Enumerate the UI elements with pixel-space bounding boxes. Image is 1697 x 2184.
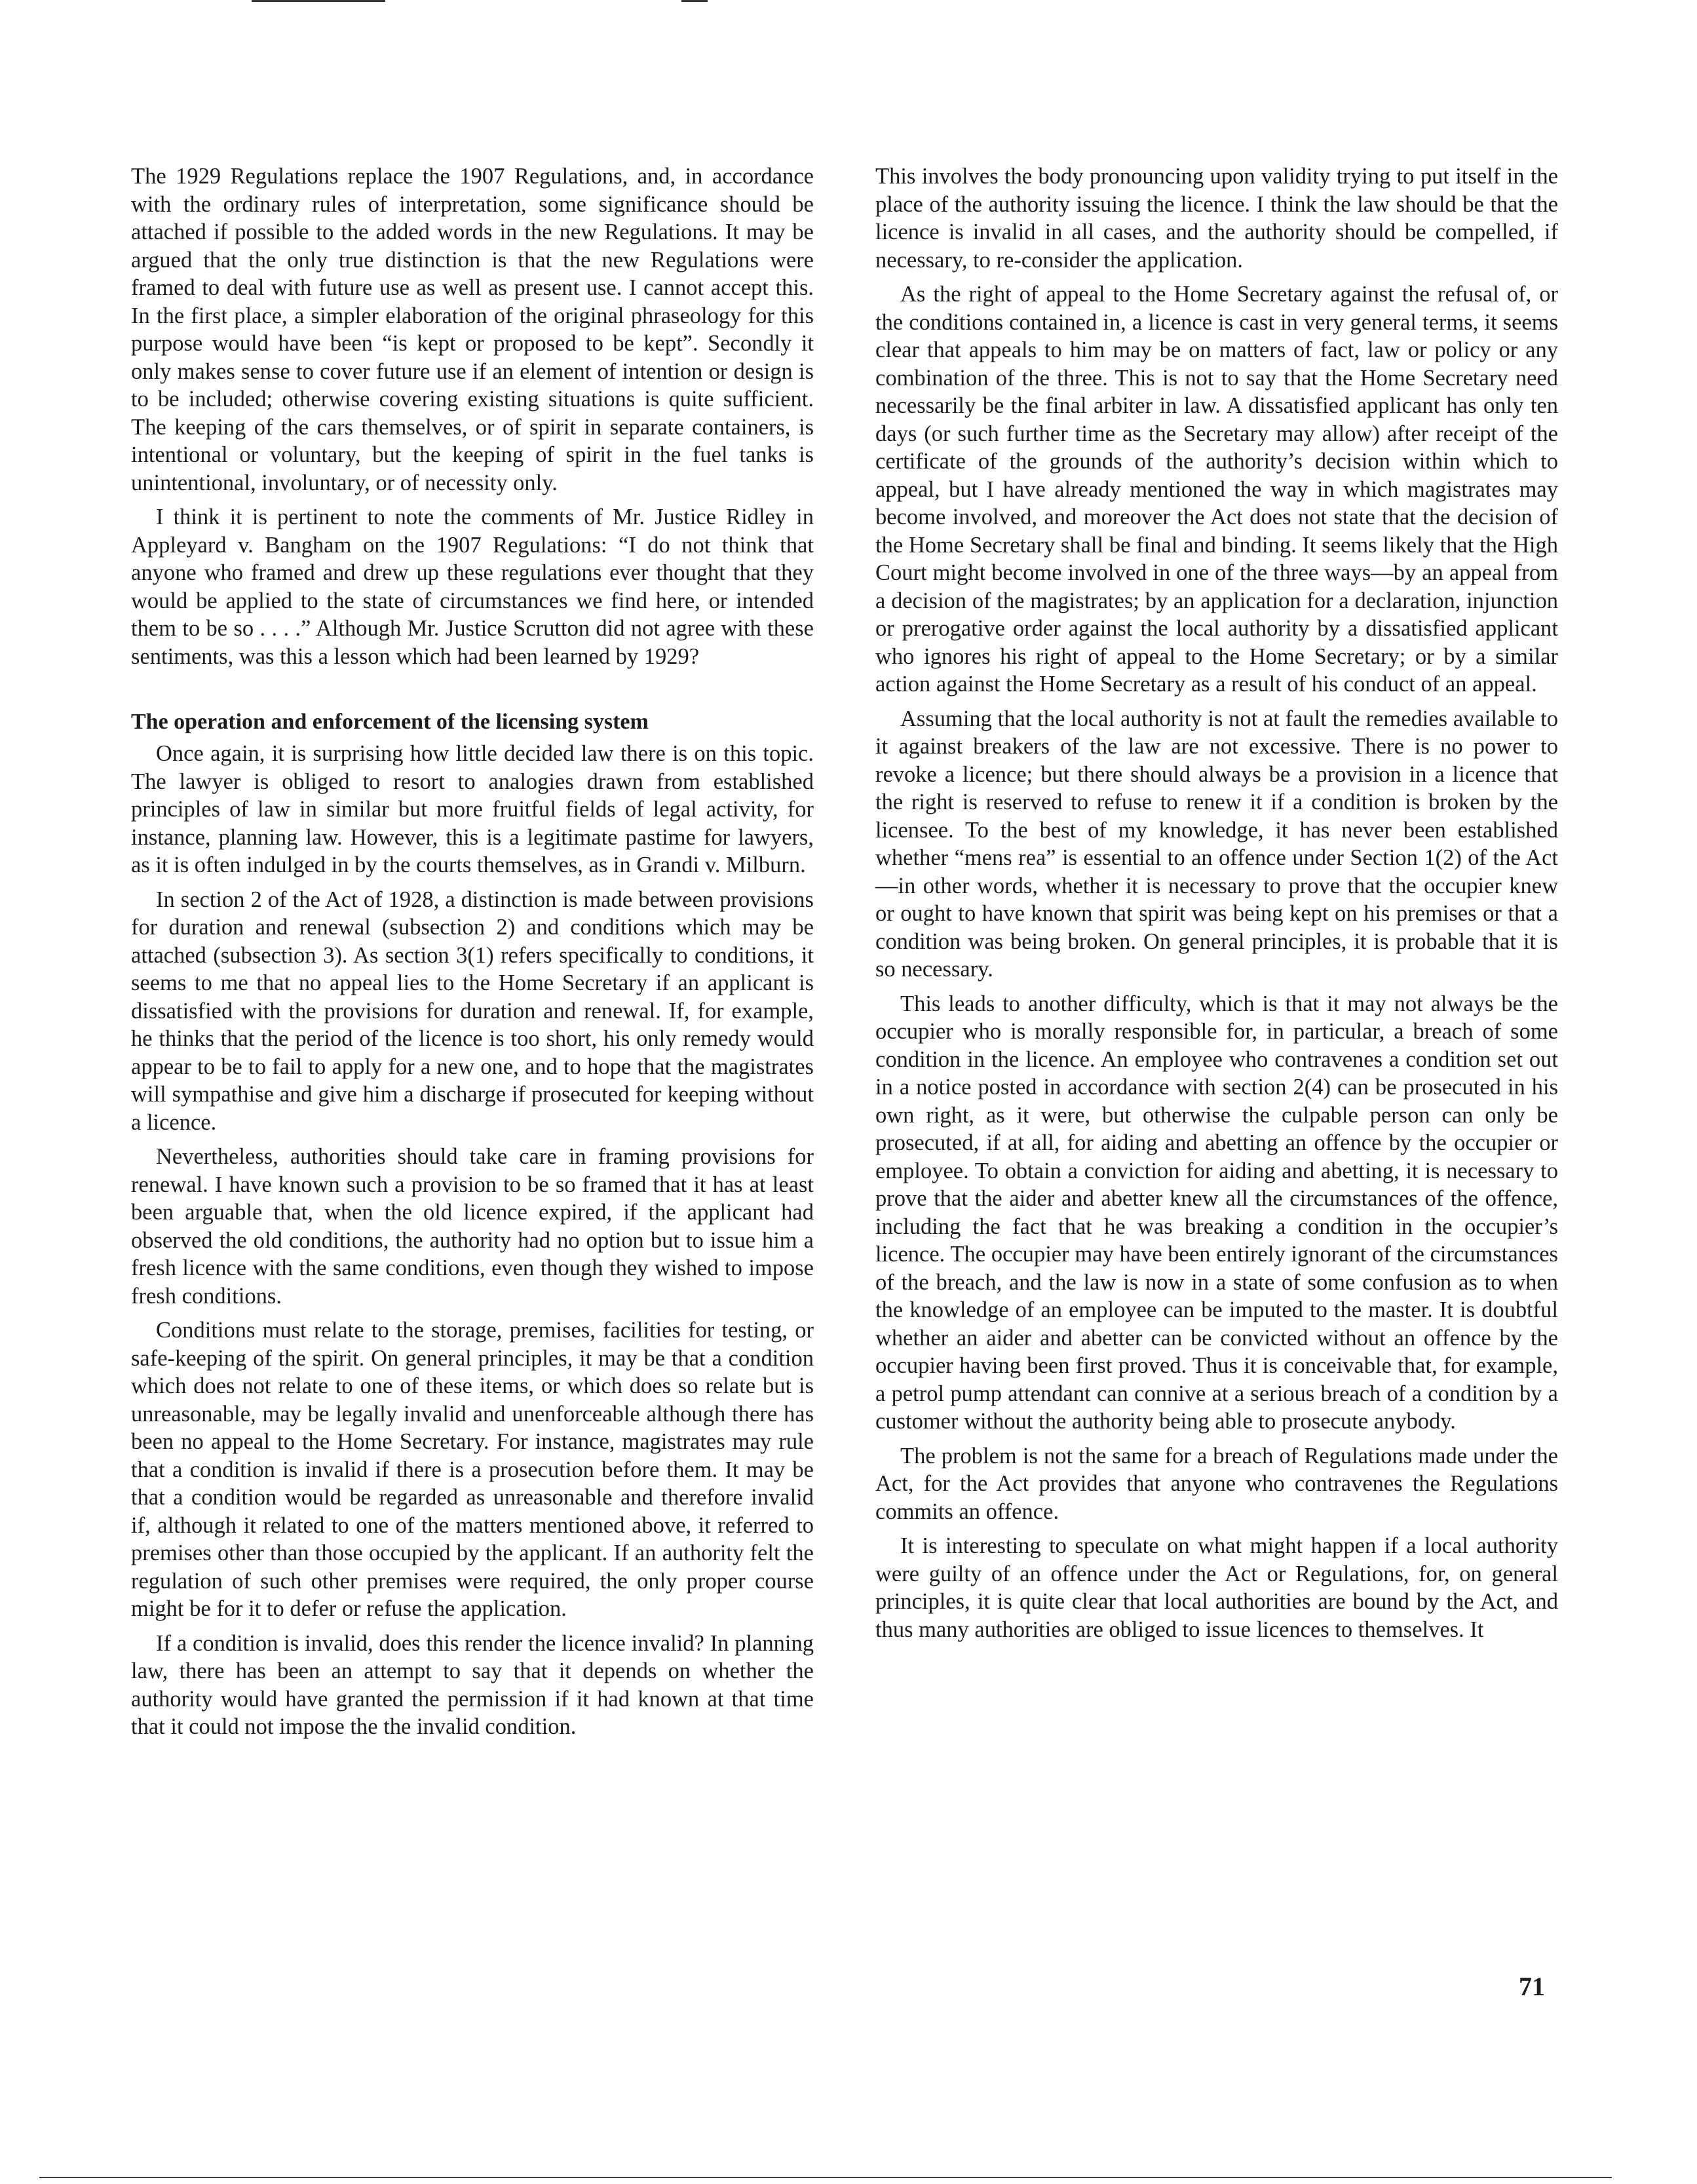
left-column (131, 163, 814, 1748)
paragraph: Once again, it is surprising how little decided law there is on this topic. The lawyer is obliged to resort to analogies drawn from established principles of law in similar but more fruitful fields of legal activity, for instance, planning law. However, this is a legitimate pastime for lawyers, as it is often indulged in by the courts themselves, as in Grandi v. Milburn. (131, 741, 814, 877)
paragraph: Nevertheless, authorities should take care in framing provisions for renewal. I have known such a provision to be so framed that it has at least been arguable that, when the old licence expired, if the applicant had observed the old conditions, the authority had no option but to issue him a fresh licence with the same conditions, even though they wished to impose fresh conditions. (131, 1144, 814, 1309)
paragraph: I think it is pertinent to note the comments of Mr. Justice Ridley in Appleyard v. Bangham on the 1907 Regulations: “I do not think that anyone who framed and drew up these regulations ever thought that they would be applied to the state of circumstances we find here, or intended them to be so . . . .” Although Mr. Justice Scrutton did not agree with these sentiments, was this a lesson which had been learned by 1929? (131, 505, 814, 669)
paragraph: In section 2 of the Act of 1928, a distinction is made between provisions for duration and renewal (subsection 2) and conditions which may be attached (subsection 3). As section 3(1) refers specifically to conditions, it seems to me that no appeal lies to the Home Secretary if an applicant is dissatisfied with the provisions for duration and renewal. If, for example, he thinks that the period of the licence is too short, his only remedy would appear to be to fail to apply for a new one, and to hope that the magistrates will sympathise and give him a discharge if prosecuted for keeping without a licence. (131, 887, 814, 1135)
paragraph: The 1929 Regulations replace the 1907 Regulations, and, in accordance with the ordinary rules of interpretation, some significance should be attached if possible to the added words in the new Regulations. It may be argued that the only true distinction is that the new Regulations were framed to deal with future use as well as present use. I cannot accept this. In the first place, a simpler elaboration of the original phraseology for this purpose would have been “is kept or proposed to be kept”. Secondly it only makes sense to cover future use if an element of intention or design is to be included; otherwise covering existing situations is quite sufficient. The keeping of the cars themselves, or of spirit in separate containers, is intentional or voluntary, but the keeping of spirit in the fuel tanks is unintentional, involuntary, or of necessity only. (131, 164, 814, 495)
paragraph: This involves the body pronouncing upon validity trying to put itself in the place of the authority issuing the licence. I think the law should be that the licence is invalid in all cases, and the authority should be compelled, if necessary, to re-consider the application. (875, 164, 1558, 273)
bottom-edge-line (39, 2177, 1612, 2178)
paragraph: As the right of appeal to the Home Secretary against the refusal of, or the conditions contained in, a licence is cast in very general terms, it seems clear that appeals to him may be on matters of fact, law or policy or any combination of the three. This is not to say that the Home Secretary need necessarily be the final arbiter in law. A dissatisfied applicant has only ten days (or such further time as the Secretary may allow) after receipt of the certificate of the grounds of the authority’s decision within which to appeal, but I have already mentioned the way in which magistrates may become involved, and moreover the Act does not state that the decision of the Home Secretary shall be final and binding. It seems likely that the High Court might become involved in one of the three ways—by an appeal from a decision of the magistrates; by an application for a declaration, injunction or prerogative order against the local authority by a dissatisfied applicant who ignores his right of appeal to the Home Secretary; or by a similar action against the Home Secretary as a result of his conduct of an appeal. (875, 282, 1558, 697)
right-column (875, 163, 1558, 1650)
top-edge-mark-center (681, 0, 708, 2)
paragraph: Conditions must relate to the storage, premises, facilities for testing, or safe-keeping of the spirit. On general principles, it may be that a condition which does not relate to one of these items, or which does so relate but is unreasonable, may be legally invalid and unenforceable although there has been no appeal to the Home Secretary. For instance, magistrates may rule that a condition is invalid if there is a prosecution before them. It may be that a condition would be regarded as unreasonable and therefore invalid if, although it related to one of the matters mentioned above, it referred to premises other than those occupied by the applicant. If an authority felt the regulation of such other premises were required, the only proper course might be for it to defer or refuse the application. (131, 1318, 814, 1621)
paragraph: It is interesting to speculate on what might happen if a local authority were guilty of an offence under the Act or Regulations, for, on general principles, it is quite clear that local authorities are bound by the Act, and thus many authorities are obliged to issue licences to themselves. It (875, 1533, 1558, 1642)
paragraph: If a condition is invalid, does this render the licence invalid? In planning law, there has been an attempt to say that it depends on whether the authority would have granted the permission if it had known at that time that it could not impose the the invalid condition. (131, 1630, 814, 1739)
paragraph: This leads to another difficulty, which is that it may not always be the occupier who is morally responsible for, in particular, a breach of some condition in the licence. An employee who contravenes a condition set out in a notice posted in accordance with section 2(4) can be prosecuted in his own right, as it were, but otherwise the culpable person can only be prosecuted, if at all, for aiding and abetting an offence by the occupier or employee. To obtain a conviction for aiding and abetting, it is necessary to prove that the aider and abetter knew all the circumstances of the offence, including the fact that he was breaking a condition in the occupier’s licence. The occupier may have been entirely ignorant of the circumstances of the breach, and the law is now in a state of some confusion as to when the knowledge of an employee can be imputed to the master. It is doubtful whether an aider and abetter can be convicted without an offence by the occupier having been first proved. Thus it is conceivable that, for example, a petrol pump attendant can connive at a serious breach of a condition by a customer without the authority being able to prosecute anybody. (875, 991, 1558, 1434)
paragraph: The problem is not the same for a breach of Regulations made under the Act, for the Act provides that anyone who contravenes the Regulations commits an offence. (875, 1443, 1558, 1524)
page-number: 71 (1519, 1972, 1545, 2001)
top-edge-mark-left (252, 0, 385, 2)
paragraph: Assuming that the local authority is not at fault the remedies available to it against breakers of the law are not excessive. There is no power to revoke a licence; but there should always be a provision in a licence that the right is reserved to refuse to renew it if a condition is broken by the licensee. To the best of my knowledge, it has never been established whether “mens rea” is essential to an offence under Section 1(2) of the Act—in other words, whether it is necessary to prove that the occupier knew or ought to have known that spirit was being kept on his premises or that a condition was being broken. On general principles, it is probable that it is so necessary. (875, 706, 1558, 982)
section-heading: The operation and enforcement of the licensing system (131, 710, 649, 734)
